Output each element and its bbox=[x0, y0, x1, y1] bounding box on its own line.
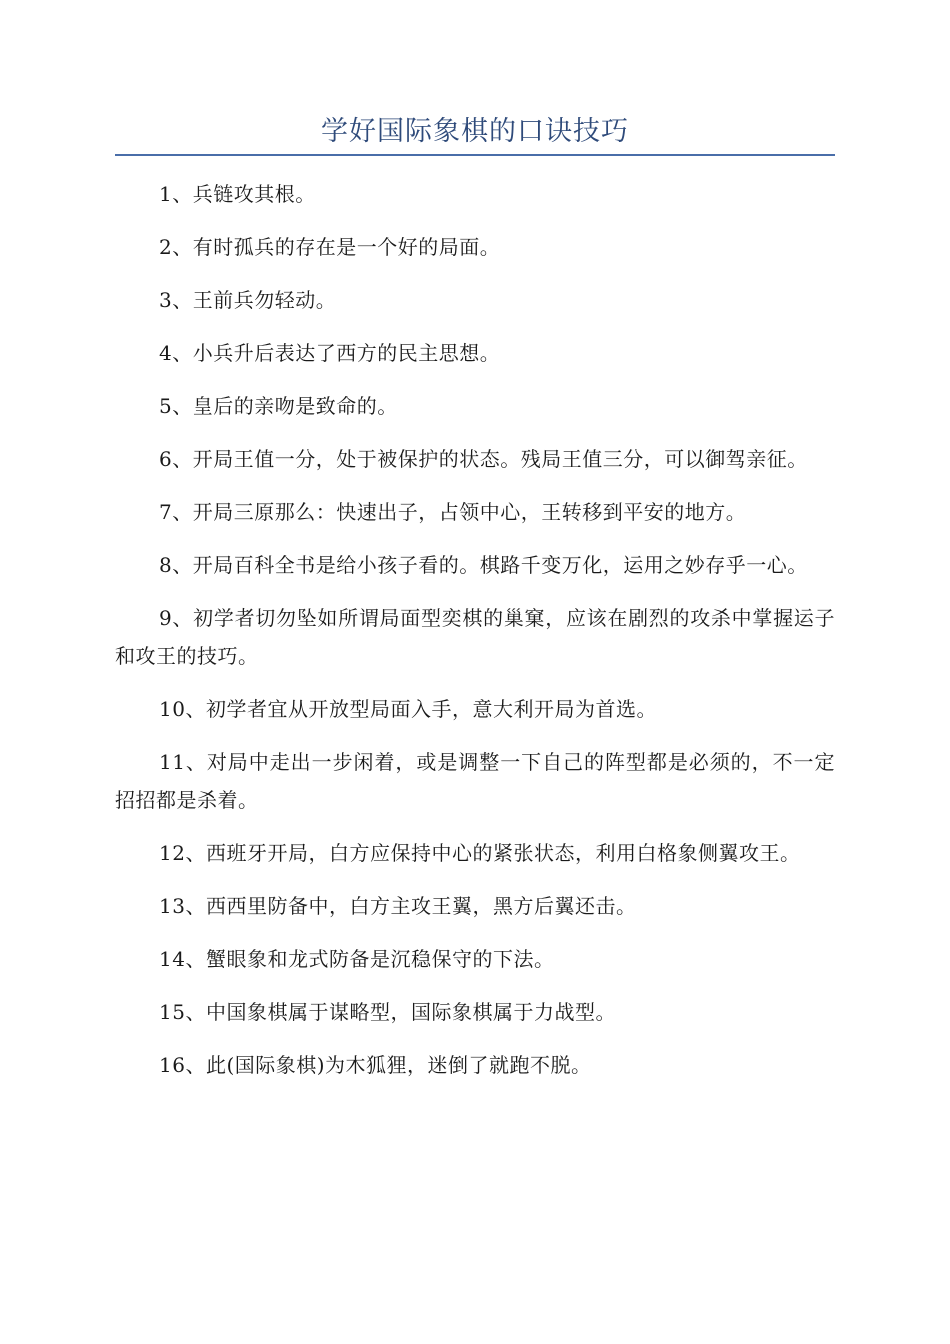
paragraph-3: 3、王前兵勿轻动。 bbox=[159, 288, 337, 312]
paragraph-7: 7、开局三原那么：快速出子，占领中心，王转移到平安的地方。 bbox=[159, 500, 747, 524]
paragraph-11: 11、对局中走出一步闲着，或是调整一下自己的阵型都是必须的，不一定招招都是杀着。 bbox=[115, 750, 835, 812]
title-underline bbox=[115, 154, 835, 156]
paragraph-15: 15、中国象棋属于谋略型，国际象棋属于力战型。 bbox=[159, 1000, 616, 1024]
paragraph-8: 8、开局百科全书是给小孩子看的。棋路千变万化，运用之妙存乎一心。 bbox=[159, 553, 808, 577]
paragraph-16: 16、此(国际象棋)为木狐狸，迷倒了就跑不脱。 bbox=[159, 1053, 592, 1077]
document-title: 学好国际象棋的口诀技巧 bbox=[321, 116, 629, 147]
paragraph-13: 13、西西里防备中，白方主攻王翼，黑方后翼还击。 bbox=[159, 894, 637, 918]
paragraph-5: 5、皇后的亲吻是致命的。 bbox=[159, 394, 398, 418]
paragraph-2: 2、有时孤兵的存在是一个好的局面。 bbox=[159, 235, 501, 259]
paragraph-14: 14、蟹眼象和龙式防备是沉稳保守的下法。 bbox=[159, 947, 555, 971]
paragraph-6: 6、开局王值一分，处于被保护的状态。残局王值三分，可以御驾亲征。 bbox=[159, 447, 808, 471]
paragraph-9: 9、初学者切勿坠如所谓局面型奕棋的巢窠，应该在剧烈的攻杀中掌握运子和攻王的技巧。 bbox=[115, 606, 835, 668]
document-body bbox=[115, 175, 835, 1099]
paragraph-10: 10、初学者宜从开放型局面入手，意大利开局为首选。 bbox=[159, 697, 657, 721]
paragraph-1: 1、兵链攻其根。 bbox=[159, 182, 316, 206]
paragraph-4: 4、小兵升后表达了西方的民主思想。 bbox=[159, 341, 501, 365]
paragraph-12: 12、西班牙开局，白方应保持中心的紧张状态，利用白格象侧翼攻王。 bbox=[159, 841, 801, 865]
